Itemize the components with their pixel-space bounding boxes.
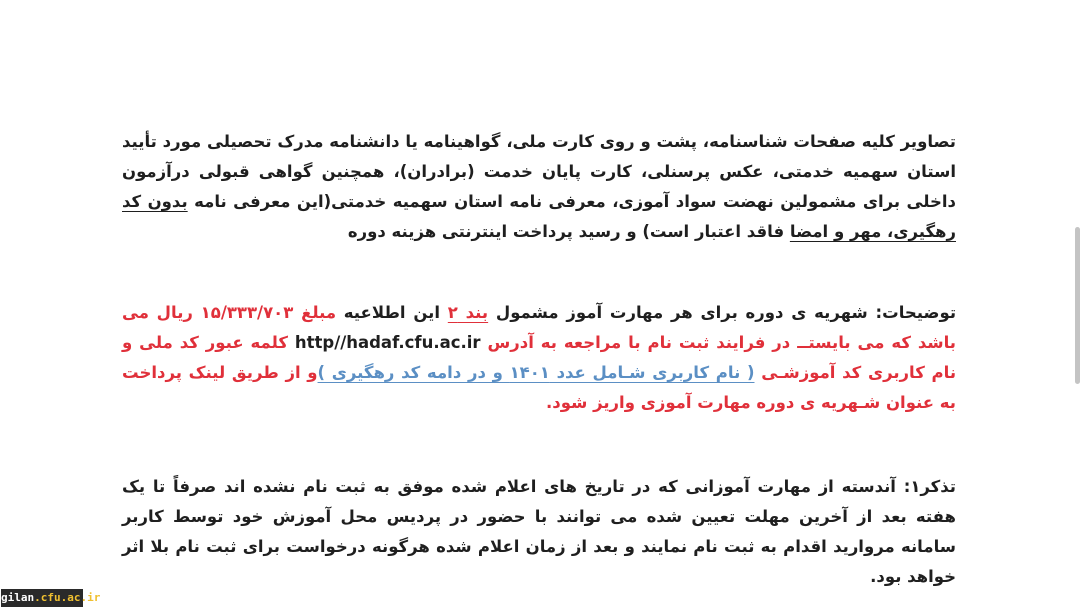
tuition-label: توضیحات: شهریه ی دوره برای هر مهارت آموز مشمول	[488, 303, 957, 322]
documents-text-end: فاقد اعتبار است) و رسید پرداخت اینترنتی هزینه دوره	[347, 222, 790, 241]
vertical-scrollbar[interactable]	[1075, 227, 1080, 384]
no-tracking-code-underlined: بدون کد رهگیری، مهر و امضا	[122, 192, 956, 241]
required-documents-paragraph	[122, 127, 956, 247]
notice-paragraph	[122, 472, 956, 592]
site-watermark	[1, 589, 101, 607]
clause-reference: بند ۲	[447, 303, 489, 322]
login-credentials: کلمه عبور کد ملی و نام کاربری کد آموزشـی	[122, 333, 957, 382]
tuition-paragraph	[122, 298, 956, 418]
notice-text: تذکر۱: آندسته از مهارت آموزانی که در تاریخ های اعلام شده موفق به ثبت نام نشده اند صرفاً تا یک هفته بعد از آخرین مهلت تعیین شده می توانند با حضور در پردیس محل آموزش خود توسط کاربر سامانه مروارید اقدام به ثبت نام نمایند و بعد از زمان اعلام شده هرگونه درخواست برای ثبت نام بلا اثر خواهد بود.	[122, 477, 956, 586]
documents-text: تصاویر کلیه صفحات شناسنامه، پشت و روی کارت ملی، گواهینامه یا دانشنامه مدرک تحصیلی مورد تأیید استان سهمیه خدمتی، عکس پرسنلی، کارت پایان خدمت (برادران)، همچنین گواهی قبولی درآزمون داخلی برای مشمولین نهضت سواد آموزی، معرفی نامه استان سهمیه خدمتی(این معرفی نامه	[122, 132, 956, 211]
registration-url[interactable]: http//hadaf.cfu.ac.ir	[294, 333, 481, 352]
watermark-domain: gilan	[1, 591, 35, 604]
username-hint: ( نام کاربری شـامل عدد ۱۴۰۱ و در دامه کد رهگیری )	[317, 363, 755, 382]
tuition-after-clause: این اطلاعیه	[336, 303, 448, 322]
payment-note: و از طریق لینک پرداخت به عنوان شـهریه ی دوره مهارت آموزی واریز شود.	[122, 363, 956, 412]
tuition-amount: مبلغ ۱۵/۳۳۳/۷۰۳ ریال می باشد که می بایستــ در فرایند ثبت نام با مراجعه به آدرس	[122, 303, 956, 352]
watermark-suffix: .cfu.ac.ir	[34, 591, 101, 604]
